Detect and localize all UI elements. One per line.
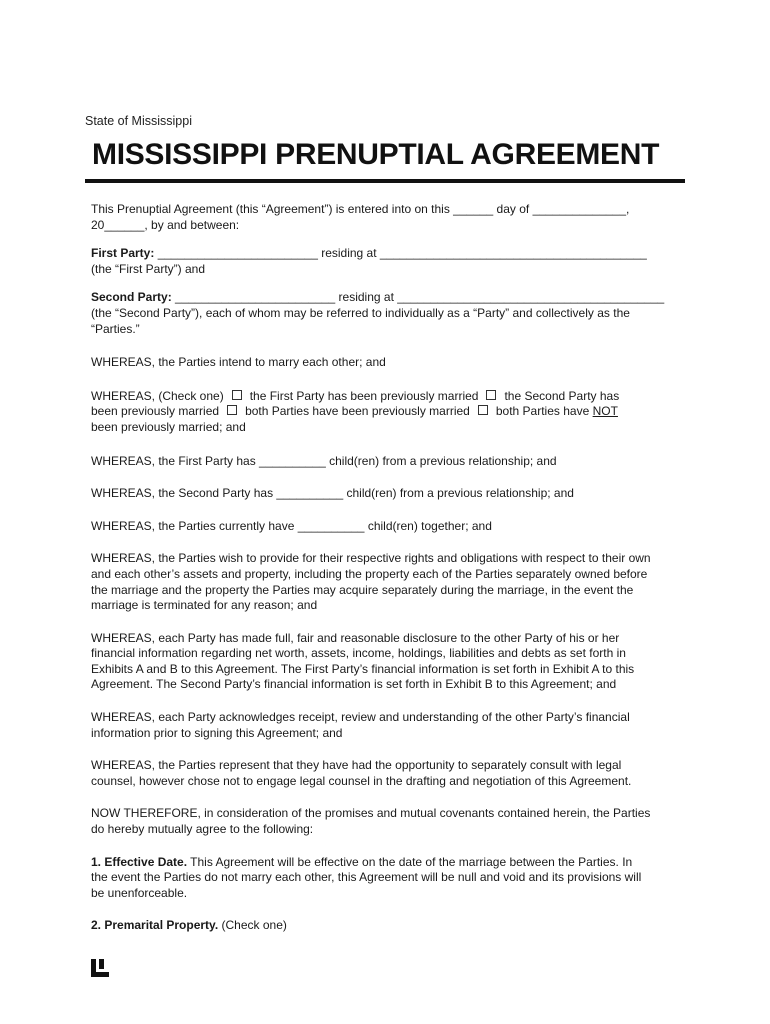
section-1-text: This Agreement will be effective on the date of the marriage between the Parties. In xyxy=(187,854,633,869)
whereas-together-children: WHEREAS, the Parties currently have __________ child(ren) together; and xyxy=(91,518,492,533)
whereas-disclosure-line: financial information regarding net worth, assets, income, holdings, liabilities and debts as set forth in xyxy=(91,646,626,661)
option-both-married: both Parties have been previously married xyxy=(245,404,470,419)
option-tail: been previously married; and xyxy=(91,419,246,434)
first-party-label: First Party: xyxy=(91,246,155,261)
section-1-text: be unenforceable. xyxy=(91,885,188,900)
whereas-rights-line: and each other’s assets and property, including the property each of the Parties separately owned before xyxy=(91,566,648,581)
section-premarital-property xyxy=(91,918,681,934)
document-title: MISSISSIPPI PRENUPTIAL AGREEMENT xyxy=(92,138,660,171)
section-effective-date xyxy=(91,855,681,902)
first-party-fields: ________________________ residing at ________________________________________ xyxy=(154,246,647,261)
document-body xyxy=(91,202,681,934)
whereas-second-children: WHEREAS, the Second Party has __________ child(ren) from a previous relationship; and xyxy=(91,486,574,501)
option-second-party-married-a: the Second Party has xyxy=(504,388,620,403)
first-party-paragraph xyxy=(91,246,681,277)
option-first-party-married: the First Party has been previously married xyxy=(249,388,479,403)
whereas-receipt-line: information prior to signing this Agreement; and xyxy=(91,725,343,740)
parties-defined: “Parties.” xyxy=(91,321,140,336)
option-second-party-married-b: been previously married xyxy=(91,404,220,419)
now-therefore xyxy=(91,806,681,837)
section-2-heading: 2. Premarital Property. xyxy=(91,918,219,933)
whereas-rights-line: the marriage and the property the Parties may acquire separately during the marriage, in the event the xyxy=(91,582,634,597)
whereas-rights-line: WHEREAS, the Parties wish to provide for their respective rights and obligations with respect to their own xyxy=(91,551,651,566)
checkbox-both-married[interactable] xyxy=(227,405,237,415)
whereas-receipt xyxy=(91,710,681,741)
section-1-text: the event the Parties do not marry each other, this Agreement will be null and void and its provisions will xyxy=(91,870,642,885)
checkbox-first-party-married[interactable] xyxy=(232,390,242,400)
whereas-counsel xyxy=(91,758,681,789)
title-rule xyxy=(85,179,685,183)
now-therefore-line: NOW THEREFORE, in consideration of the promises and mutual covenants contained herein, the Parties xyxy=(91,806,651,821)
whereas-first-children: WHEREAS, the First Party has __________ child(ren) from a previous relationship; and xyxy=(91,453,557,468)
whereas-disclosure-line: WHEREAS, each Party has made full, fair and reasonable disclosure to the other Party of his or her xyxy=(91,630,620,645)
section-2-text: (Check one) xyxy=(218,918,287,933)
second-party-paragraph xyxy=(91,290,681,337)
whereas-disclosure-line: Agreement. The Second Party’s financial information is set forth in Exhibit B to this Agreement; and xyxy=(91,677,617,692)
whereas-disclosure xyxy=(91,631,681,693)
second-party-defined: (the “Second Party”), each of whom may be referred to individually as a “Party” and collectively as the xyxy=(91,305,630,320)
state-label: State of Mississippi xyxy=(85,114,192,128)
section-1-heading: 1. Effective Date. xyxy=(91,854,188,869)
intro-paragraph xyxy=(91,202,681,233)
first-party-defined: (the “First Party”) and xyxy=(91,261,206,276)
whereas-previously-married xyxy=(91,389,681,436)
whereas-rights-line: marriage is terminated for any reason; and xyxy=(91,598,318,613)
whereas-receipt-line: WHEREAS, each Party acknowledges receipt, review and understanding of the other Party’s financial xyxy=(91,710,630,725)
second-party-label: Second Party: xyxy=(91,290,172,305)
whereas-disclosure-line: Exhibits A and B to this Agreement. The First Party’s financial information is set forth in Exhibit A to this xyxy=(91,661,635,676)
intro-line-2: 20______, by and between: xyxy=(91,217,240,232)
checkbox-neither-married[interactable] xyxy=(478,405,488,415)
whereas-rights xyxy=(91,551,681,613)
intro-line-1: This Prenuptial Agreement (this “Agreement”) is entered into on this ______ day of ______________, xyxy=(91,202,630,216)
second-party-fields: ________________________ residing at ________________________________________ xyxy=(171,290,665,305)
whereas-marry: WHEREAS, the Parties intend to marry each other; and xyxy=(91,355,386,370)
checkbox-second-party-married[interactable] xyxy=(486,390,496,400)
check-one-lead: WHEREAS, (Check one) xyxy=(91,388,224,403)
now-therefore-line: do hereby mutually agree to the following: xyxy=(91,822,314,837)
brand-logo-icon xyxy=(91,959,109,977)
option-not-emphasis: NOT xyxy=(592,404,618,419)
option-neither-married-a: both Parties have xyxy=(495,404,590,419)
whereas-counsel-line: counsel, however chose not to engage legal counsel in the drafting and negotiation of this Agreement. xyxy=(91,773,632,788)
whereas-counsel-line: WHEREAS, the Parties represent that they have had the opportunity to separately consult with legal xyxy=(91,758,622,773)
